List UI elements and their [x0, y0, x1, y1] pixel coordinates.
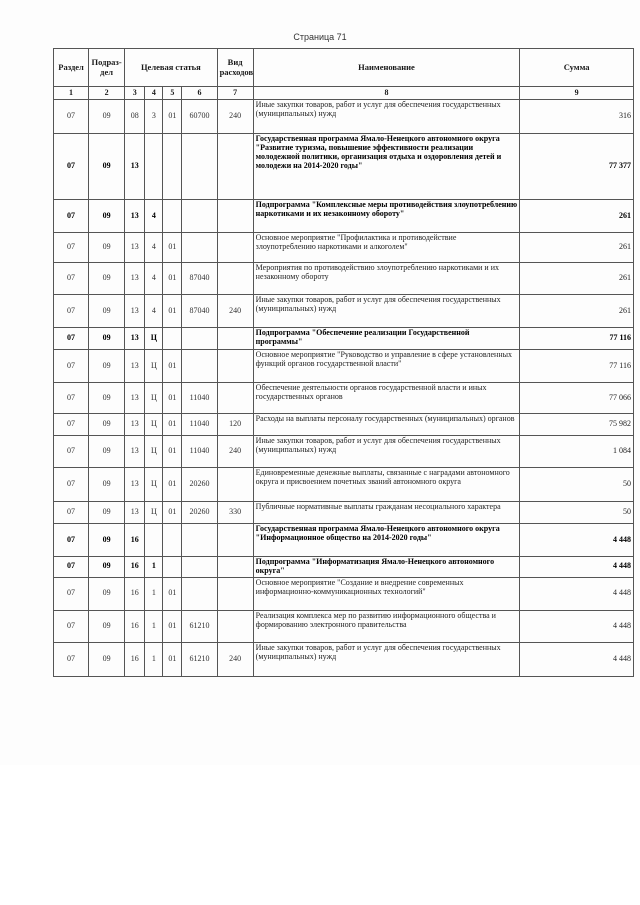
event-cell: 01 [163, 436, 182, 468]
razdel-cell: 07 [54, 200, 89, 233]
program-cell: 16 [125, 577, 145, 610]
page-title: Страница 71 [293, 32, 347, 42]
subprogram-cell: Ц [145, 414, 163, 436]
sum-cell: 4 448 [520, 577, 634, 610]
table-row [54, 328, 634, 350]
sum-cell: 261 [520, 263, 634, 295]
sum-cell: 261 [520, 200, 634, 233]
header-row [54, 49, 634, 87]
table-row [54, 577, 634, 610]
program-cell: 16 [125, 524, 145, 557]
podrazdel-cell: 09 [89, 436, 125, 468]
blank-margin [0, 765, 640, 905]
podrazdel-cell: 09 [89, 328, 125, 350]
sum-cell: 75 982 [520, 414, 634, 436]
program-cell: 13 [125, 295, 145, 328]
table-row [54, 557, 634, 578]
sum-cell: 4 448 [520, 557, 634, 578]
subprogram-cell: Ц [145, 383, 163, 414]
name-cell: Подпрограмма "Информатизация Ямало-Ненецкого автономного округа" [253, 557, 520, 578]
subprogram-cell: Ц [145, 436, 163, 468]
razdel-cell: 07 [54, 233, 89, 263]
subprogram-cell: 4 [145, 295, 163, 328]
event-cell: 01 [163, 642, 182, 676]
name-cell: Подпрограмма "Обеспечение реализации Государственной программы" [253, 328, 520, 350]
name-cell: Подпрограмма "Комплексные меры противодействия злоупотреблению наркотиками и их незаконному обороту" [253, 200, 520, 233]
direction-cell [182, 577, 217, 610]
table-row [54, 233, 634, 263]
podrazdel-cell: 09 [89, 557, 125, 578]
subprogram-cell: 4 [145, 200, 163, 233]
sum-cell: 77 377 [520, 134, 634, 200]
event-cell: 01 [163, 233, 182, 263]
vid-cell [217, 383, 253, 414]
table-row [54, 502, 634, 524]
direction-cell: 61210 [182, 610, 217, 642]
subprogram-cell: Ц [145, 350, 163, 383]
razdel-cell: 07 [54, 610, 89, 642]
vid-cell [217, 328, 253, 350]
direction-cell [182, 200, 217, 233]
vid-cell [217, 263, 253, 295]
vid-cell [217, 350, 253, 383]
program-cell: 13 [125, 200, 145, 233]
table-row [54, 263, 634, 295]
subprogram-cell: Ц [145, 468, 163, 502]
table-row [54, 610, 634, 642]
podrazdel-cell: 09 [89, 610, 125, 642]
sum-cell: 261 [520, 295, 634, 328]
direction-cell: 11040 [182, 383, 217, 414]
razdel-cell: 07 [54, 295, 89, 328]
direction-cell [182, 328, 217, 350]
vid-cell [217, 134, 253, 200]
subprogram-cell: 4 [145, 233, 163, 263]
event-cell: 01 [163, 468, 182, 502]
header-podrazdel: Подраз-дел [89, 49, 125, 87]
col-num: 4 [145, 87, 163, 100]
program-cell: 16 [125, 642, 145, 676]
name-cell: Основное мероприятие "Профилактика и противодействие злоупотреблению наркотиками и алкоголем" [253, 233, 520, 263]
direction-cell: 11040 [182, 414, 217, 436]
event-cell: 01 [163, 502, 182, 524]
vid-cell [217, 524, 253, 557]
podrazdel-cell: 09 [89, 414, 125, 436]
vid-cell: 240 [217, 100, 253, 134]
event-cell [163, 557, 182, 578]
sum-cell: 1 084 [520, 436, 634, 468]
event-cell: 01 [163, 414, 182, 436]
subprogram-cell: 1 [145, 577, 163, 610]
event-cell [163, 524, 182, 557]
event-cell: 01 [163, 350, 182, 383]
event-cell [163, 134, 182, 200]
podrazdel-cell: 09 [89, 200, 125, 233]
direction-cell: 60700 [182, 100, 217, 134]
subprogram-cell: 1 [145, 610, 163, 642]
podrazdel-cell: 09 [89, 524, 125, 557]
header-vid: Вид расходов [217, 49, 253, 87]
podrazdel-cell: 09 [89, 134, 125, 200]
event-cell: 01 [163, 577, 182, 610]
name-cell: Расходы на выплаты персоналу государственных (муниципальных) органов [253, 414, 520, 436]
razdel-cell: 07 [54, 328, 89, 350]
table-row [54, 200, 634, 233]
program-cell: 13 [125, 328, 145, 350]
header-target: Целевая статья [125, 49, 217, 87]
razdel-cell: 07 [54, 577, 89, 610]
name-cell: Государственная программа Ямало-Ненецкого автономного округа "Информационное общество на 2014-2020 годы" [253, 524, 520, 557]
razdel-cell: 07 [54, 557, 89, 578]
razdel-cell: 07 [54, 524, 89, 557]
razdel-cell: 07 [54, 414, 89, 436]
vid-cell [217, 610, 253, 642]
program-cell: 13 [125, 263, 145, 295]
table-row [54, 350, 634, 383]
event-cell: 01 [163, 610, 182, 642]
podrazdel-cell: 09 [89, 295, 125, 328]
direction-cell [182, 350, 217, 383]
header-name: Наименование [253, 49, 520, 87]
direction-cell: 20260 [182, 468, 217, 502]
sum-cell: 50 [520, 468, 634, 502]
event-cell [163, 200, 182, 233]
table-row [54, 100, 634, 134]
vid-cell: 330 [217, 502, 253, 524]
table-row [54, 468, 634, 502]
razdel-cell: 07 [54, 642, 89, 676]
direction-cell [182, 233, 217, 263]
razdel-cell: 07 [54, 468, 89, 502]
sum-cell: 50 [520, 502, 634, 524]
vid-cell: 240 [217, 436, 253, 468]
name-cell: Единовременные денежные выплаты, связанные с наградами автономного округа и присвоением почетных званий автономного округа [253, 468, 520, 502]
program-cell: 13 [125, 233, 145, 263]
direction-cell: 61210 [182, 642, 217, 676]
vid-cell [217, 233, 253, 263]
name-cell: Основное мероприятие "Создание и внедрение современных информационно-коммуникационных технологий" [253, 577, 520, 610]
podrazdel-cell: 09 [89, 350, 125, 383]
name-cell: Государственная программа Ямало-Ненецкого автономного округа "Развитие туризма, повышение эффективности реализации молодежной политики, организация отдыха и оздоровления детей и молодежи на 2014-2020 годы" [253, 134, 520, 200]
program-cell: 16 [125, 557, 145, 578]
name-cell: Публичные нормативные выплаты гражданам несоциального характера [253, 502, 520, 524]
razdel-cell: 07 [54, 502, 89, 524]
direction-cell: 20260 [182, 502, 217, 524]
podrazdel-cell: 09 [89, 502, 125, 524]
direction-cell [182, 134, 217, 200]
vid-cell [217, 577, 253, 610]
table-row [54, 383, 634, 414]
sum-cell: 77 116 [520, 350, 634, 383]
vid-cell [217, 468, 253, 502]
subprogram-cell: Ц [145, 328, 163, 350]
razdel-cell: 07 [54, 263, 89, 295]
col-num: 3 [125, 87, 145, 100]
table-row [54, 436, 634, 468]
col-num: 7 [217, 87, 253, 100]
sum-cell: 77 116 [520, 328, 634, 350]
podrazdel-cell: 09 [89, 233, 125, 263]
header-razdel: Раздел [54, 49, 89, 87]
name-cell: Реализация комплекса мер по развитию информационного общества и формированию электронного правительства [253, 610, 520, 642]
col-num: 8 [253, 87, 520, 100]
program-cell: 13 [125, 414, 145, 436]
program-cell: 13 [125, 502, 145, 524]
direction-cell: 87040 [182, 263, 217, 295]
sum-cell: 4 448 [520, 524, 634, 557]
name-cell: Основное мероприятие "Руководство и управление в сфере установленных функций органов государственной власти" [253, 350, 520, 383]
direction-cell [182, 524, 217, 557]
podrazdel-cell: 09 [89, 383, 125, 414]
sum-cell: 316 [520, 100, 634, 134]
program-cell: 16 [125, 610, 145, 642]
name-cell: Иные закупки товаров, работ и услуг для обеспечения государственных (муниципальных) нужд [253, 100, 520, 134]
col-num: 2 [89, 87, 125, 100]
column-number-row [54, 87, 634, 100]
name-cell: Мероприятия по противодействию злоупотреблению наркотиками и их незаконному обороту [253, 263, 520, 295]
direction-cell [182, 557, 217, 578]
razdel-cell: 07 [54, 100, 89, 134]
table-body [54, 100, 634, 677]
table-row [54, 414, 634, 436]
col-num: 1 [54, 87, 89, 100]
program-cell: 13 [125, 134, 145, 200]
subprogram-cell: 1 [145, 557, 163, 578]
table-row [54, 295, 634, 328]
event-cell [163, 328, 182, 350]
subprogram-cell: 1 [145, 642, 163, 676]
subprogram-cell: 3 [145, 100, 163, 134]
program-cell: 08 [125, 100, 145, 134]
vid-cell [217, 200, 253, 233]
event-cell: 01 [163, 263, 182, 295]
col-num: 5 [163, 87, 182, 100]
table-row [54, 642, 634, 676]
program-cell: 13 [125, 468, 145, 502]
razdel-cell: 07 [54, 350, 89, 383]
event-cell: 01 [163, 100, 182, 134]
event-cell: 01 [163, 295, 182, 328]
razdel-cell: 07 [54, 383, 89, 414]
sum-cell: 77 066 [520, 383, 634, 414]
sum-cell: 4 448 [520, 642, 634, 676]
vid-cell: 240 [217, 295, 253, 328]
subprogram-cell [145, 134, 163, 200]
podrazdel-cell: 09 [89, 263, 125, 295]
razdel-cell: 07 [54, 436, 89, 468]
vid-cell: 120 [217, 414, 253, 436]
col-num: 6 [182, 87, 217, 100]
col-num: 9 [520, 87, 634, 100]
name-cell: Иные закупки товаров, работ и услуг для обеспечения государственных (муниципальных) нужд [253, 436, 520, 468]
table-row [54, 524, 634, 557]
event-cell: 01 [163, 383, 182, 414]
sum-cell: 261 [520, 233, 634, 263]
name-cell: Иные закупки товаров, работ и услуг для обеспечения государственных (муниципальных) нужд [253, 642, 520, 676]
header-sum: Сумма [520, 49, 634, 87]
direction-cell: 11040 [182, 436, 217, 468]
name-cell: Обеспечение деятельности органов государственной власти и иных государственных органов [253, 383, 520, 414]
vid-cell [217, 557, 253, 578]
name-cell: Иные закупки товаров, работ и услуг для обеспечения государственных (муниципальных) нужд [253, 295, 520, 328]
sum-cell: 4 448 [520, 610, 634, 642]
podrazdel-cell: 09 [89, 642, 125, 676]
program-cell: 13 [125, 350, 145, 383]
podrazdel-cell: 09 [89, 100, 125, 134]
table-row [54, 134, 634, 200]
razdel-cell: 07 [54, 134, 89, 200]
program-cell: 13 [125, 436, 145, 468]
podrazdel-cell: 09 [89, 577, 125, 610]
budget-table [53, 48, 634, 677]
direction-cell: 87040 [182, 295, 217, 328]
subprogram-cell: Ц [145, 502, 163, 524]
podrazdel-cell: 09 [89, 468, 125, 502]
program-cell: 13 [125, 383, 145, 414]
subprogram-cell [145, 524, 163, 557]
subprogram-cell: 4 [145, 263, 163, 295]
vid-cell: 240 [217, 642, 253, 676]
